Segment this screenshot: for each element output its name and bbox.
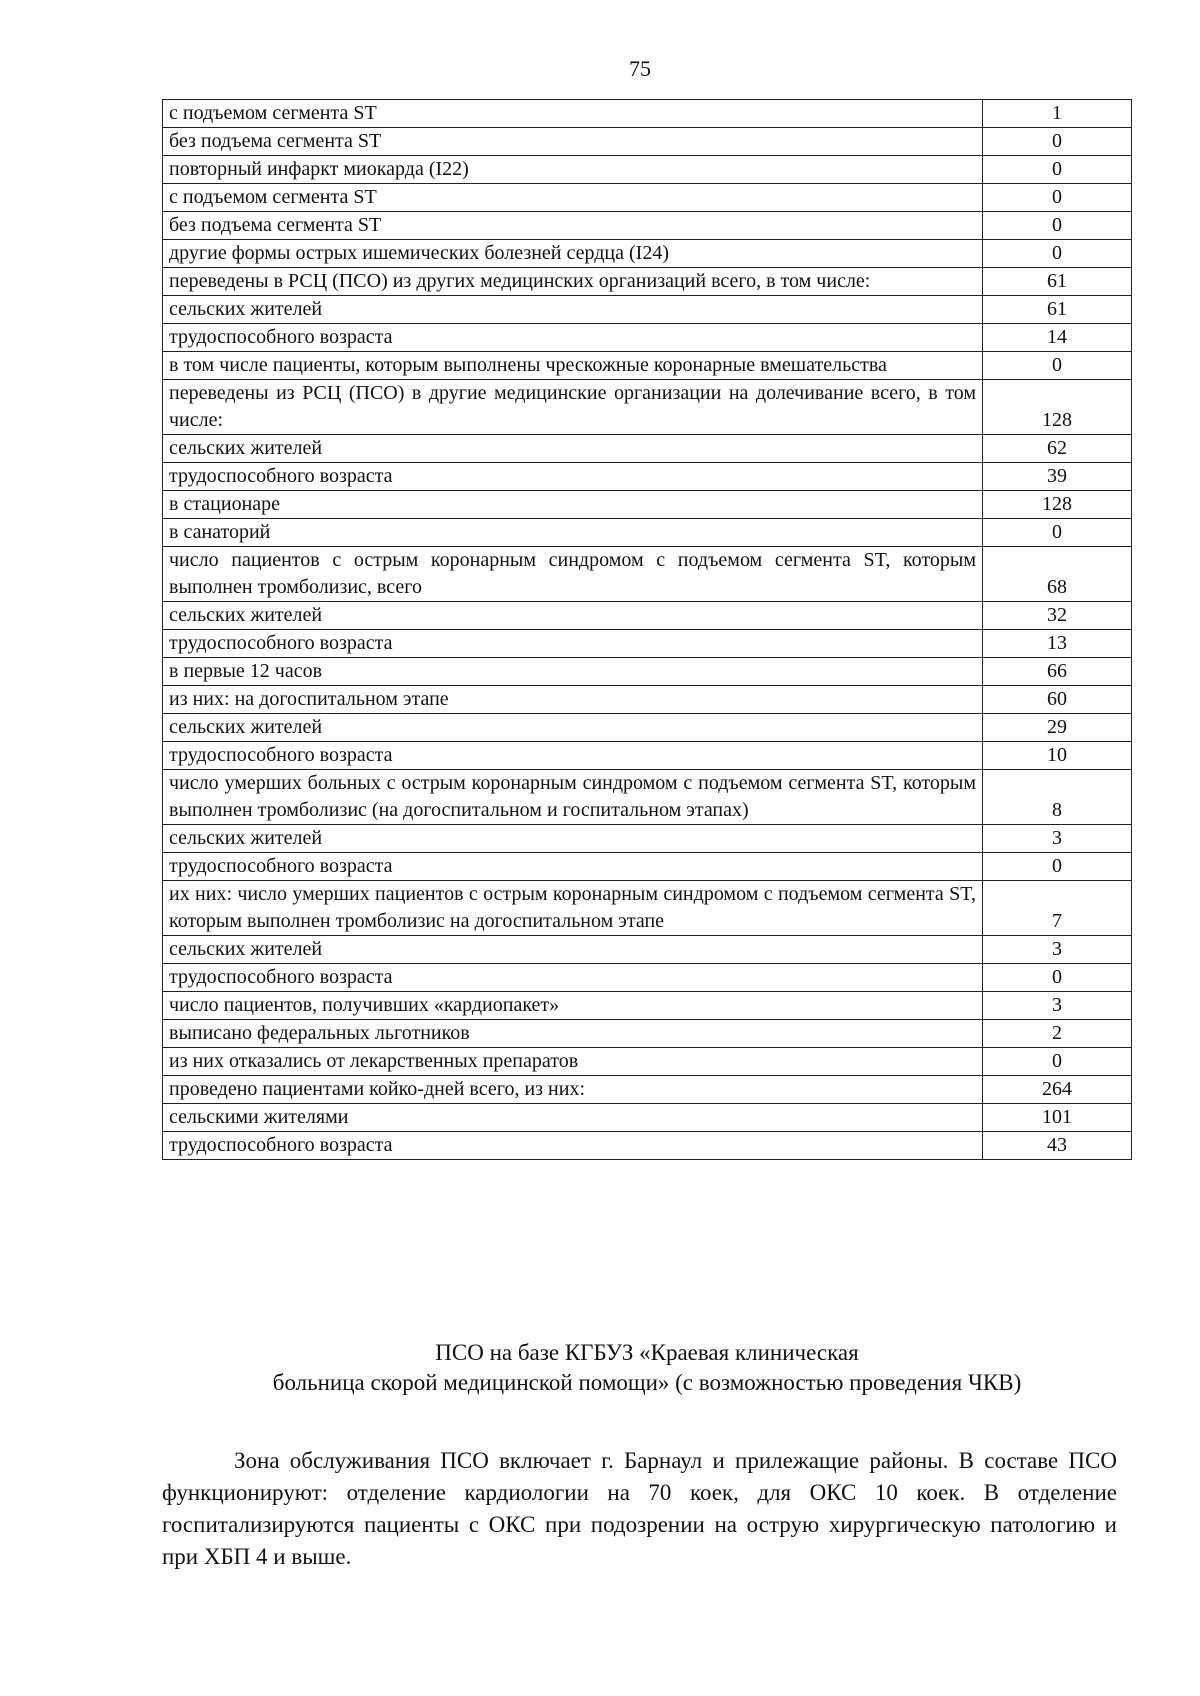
- row-value: 7: [983, 881, 1132, 936]
- row-value: 0: [983, 184, 1132, 212]
- row-label: трудоспособного возраста: [163, 324, 983, 352]
- row-value: 0: [983, 156, 1132, 184]
- row-value: 3: [983, 936, 1132, 964]
- table-row: [163, 435, 1132, 463]
- row-label: сельскими жителями: [163, 1104, 983, 1132]
- row-value: 0: [983, 240, 1132, 268]
- table-row: [163, 547, 1132, 602]
- row-label: переведены в РСЦ (ПСО) из других медицинских организаций всего, в том числе:: [163, 268, 983, 296]
- row-value: 8: [983, 770, 1132, 825]
- table-row: [163, 1132, 1132, 1160]
- table-row: [163, 770, 1132, 825]
- row-value: 43: [983, 1132, 1132, 1160]
- section-heading-line-1: ПСО на базе КГБУЗ «Краевая клиническая: [435, 1340, 859, 1365]
- statistics-table: [162, 99, 1132, 1160]
- row-label: число пациентов, получивших «кардиопакет»: [163, 992, 983, 1020]
- table-row: [163, 714, 1132, 742]
- row-label: сельских жителей: [163, 602, 983, 630]
- table-row: [163, 240, 1132, 268]
- table-row: [163, 686, 1132, 714]
- row-label: трудоспособного возраста: [163, 964, 983, 992]
- row-value: 61: [983, 296, 1132, 324]
- row-label: трудоспособного возраста: [163, 630, 983, 658]
- row-label: с подъемом сегмента ST: [163, 184, 983, 212]
- row-value: 128: [983, 491, 1132, 519]
- table-row: [163, 853, 1132, 881]
- row-value: 0: [983, 853, 1132, 881]
- row-label: повторный инфаркт миокарда (I22): [163, 156, 983, 184]
- table-row: [163, 212, 1132, 240]
- row-label: число пациентов с острым коронарным синдромом с подъемом сегмента ST, которым выполнен тромболизис, всего: [163, 547, 983, 602]
- body-paragraph: Зона обслуживания ПСО включает г. Барнаул и прилежащие районы. В составе ПСО функционируют: отделение кардиологии на 70 коек, для ОКС 10 коек. В отделение госпитализируются пациенты с ОКС при подозрении на острую хирургическую патологию и при ХБП 4 и выше.: [162, 1448, 1117, 1569]
- row-label: с подъемом сегмента ST: [163, 100, 983, 128]
- row-value: 3: [983, 825, 1132, 853]
- row-value: 66: [983, 658, 1132, 686]
- table-row: [163, 324, 1132, 352]
- row-label: их них: число умерших пациентов с острым коронарным синдромом с подъемом сегмента ST, которым выполнен тромболизис на догоспитальном этапе: [163, 881, 983, 936]
- table-row: [163, 936, 1132, 964]
- row-label: без подъема сегмента ST: [163, 128, 983, 156]
- row-value: 61: [983, 268, 1132, 296]
- table-row: [163, 100, 1132, 128]
- table-row: [163, 1048, 1132, 1076]
- row-value: 39: [983, 463, 1132, 491]
- statistics-table-body: [163, 100, 1132, 1160]
- row-label: без подъема сегмента ST: [163, 212, 983, 240]
- row-value: 1: [983, 100, 1132, 128]
- table-row: [163, 1076, 1132, 1104]
- row-label: в санаторий: [163, 519, 983, 547]
- table-row: [163, 1020, 1132, 1048]
- row-value: 14: [983, 324, 1132, 352]
- table-row: [163, 1104, 1132, 1132]
- row-label: в стационаре: [163, 491, 983, 519]
- row-value: 264: [983, 1076, 1132, 1104]
- table-row: [163, 491, 1132, 519]
- row-label: число умерших больных с острым коронарным синдромом с подъемом сегмента ST, которым выполнен тромболизис (на догоспитальном и госпитальном этапах): [163, 770, 983, 825]
- row-label: трудоспособного возраста: [163, 463, 983, 491]
- row-value: 0: [983, 128, 1132, 156]
- row-label: трудоспособного возраста: [163, 742, 983, 770]
- row-label: трудоспособного возраста: [163, 1132, 983, 1160]
- row-value: 3: [983, 992, 1132, 1020]
- row-label: сельских жителей: [163, 296, 983, 324]
- row-label: сельских жителей: [163, 714, 983, 742]
- section-heading: [162, 1338, 1132, 1398]
- table-row: [163, 184, 1132, 212]
- table-row: [163, 463, 1132, 491]
- row-value: 68: [983, 547, 1132, 602]
- row-label: из них: на догоспитальном этапе: [163, 686, 983, 714]
- row-label: в том числе пациенты, которым выполнены чрескожные коронарные вмешательства: [163, 352, 983, 380]
- table-row: [163, 992, 1132, 1020]
- row-value: 128: [983, 380, 1132, 435]
- row-value: 0: [983, 964, 1132, 992]
- table-row: [163, 268, 1132, 296]
- row-label: переведены из РСЦ (ПСО) в другие медицинские организации на долечивание всего, в том числе:: [163, 380, 983, 435]
- table-row: [163, 742, 1132, 770]
- row-value: 10: [983, 742, 1132, 770]
- row-value: 60: [983, 686, 1132, 714]
- row-label: выписано федеральных льготников: [163, 1020, 983, 1048]
- table-row: [163, 519, 1132, 547]
- row-value: 62: [983, 435, 1132, 463]
- row-label: из них отказались от лекарственных препаратов: [163, 1048, 983, 1076]
- row-value: 32: [983, 602, 1132, 630]
- table-row: [163, 602, 1132, 630]
- table-row: [163, 658, 1132, 686]
- row-value: 0: [983, 519, 1132, 547]
- row-label: сельских жителей: [163, 936, 983, 964]
- table-row: [163, 630, 1132, 658]
- row-value: 101: [983, 1104, 1132, 1132]
- table-row: [163, 128, 1132, 156]
- row-value: 0: [983, 1048, 1132, 1076]
- section-heading-line-2: больница скорой медицинской помощи» (с возможностью проведения ЧКВ): [272, 1370, 1022, 1395]
- table-row: [163, 881, 1132, 936]
- row-value: 2: [983, 1020, 1132, 1048]
- row-label: другие формы острых ишемических болезней сердца (I24): [163, 240, 983, 268]
- table-row: [163, 156, 1132, 184]
- row-label: сельских жителей: [163, 435, 983, 463]
- row-label: сельских жителей: [163, 825, 983, 853]
- row-value: 13: [983, 630, 1132, 658]
- row-label: проведено пациентами койко-дней всего, из них:: [163, 1076, 983, 1104]
- page-number: 75: [629, 56, 651, 81]
- row-label: в первые 12 часов: [163, 658, 983, 686]
- table-row: [163, 296, 1132, 324]
- table-row: [163, 825, 1132, 853]
- table-row: [163, 380, 1132, 435]
- row-value: 29: [983, 714, 1132, 742]
- table-row: [163, 352, 1132, 380]
- row-value: 0: [983, 352, 1132, 380]
- table-row: [163, 964, 1132, 992]
- row-value: 0: [983, 212, 1132, 240]
- row-label: трудоспособного возраста: [163, 853, 983, 881]
